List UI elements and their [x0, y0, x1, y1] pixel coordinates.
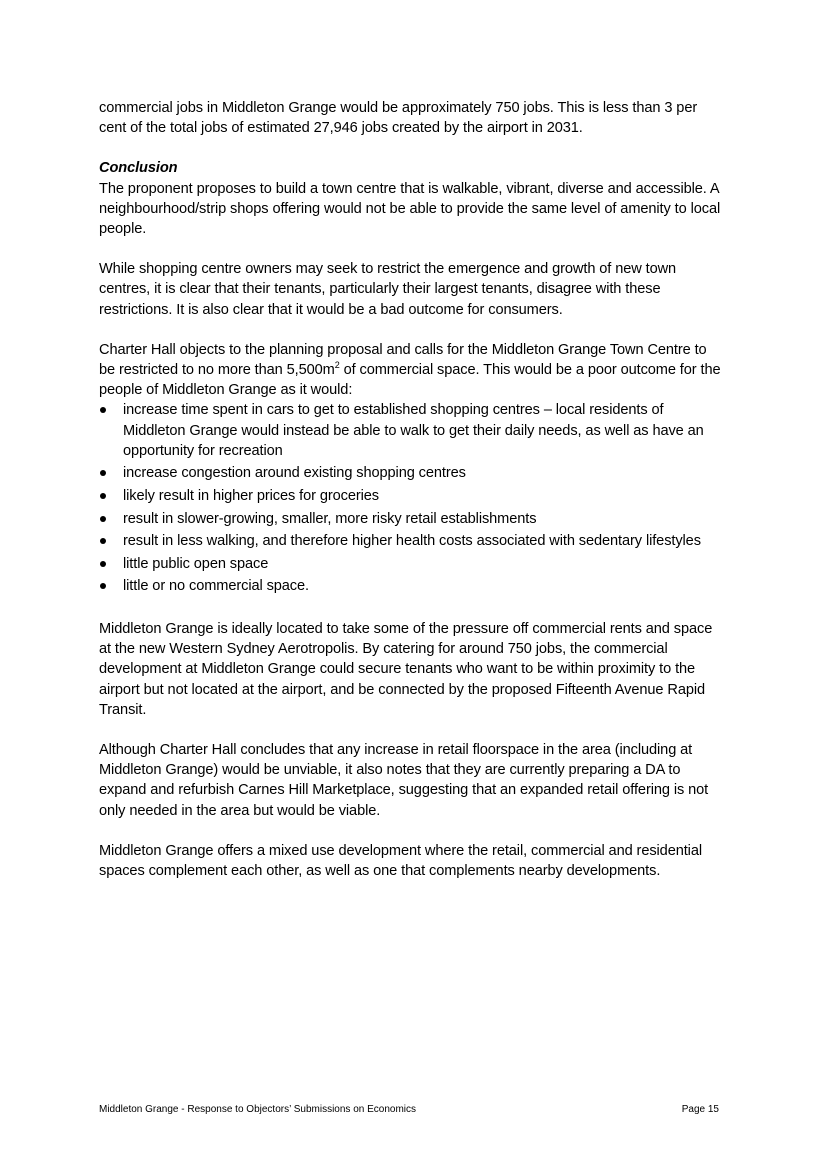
list-item-text: likely result in higher prices for groceries	[123, 488, 379, 505]
conclusion-paragraph-3	[99, 340, 723, 401]
paragraph-gap	[99, 720, 723, 740]
conclusion-heading: Conclusion	[99, 160, 178, 177]
footer-page-number: Page 15	[681, 1104, 719, 1115]
list-item	[99, 463, 723, 483]
paragraph-3-text-b: of commercial space. This would be a poor outcome for the people of Middleton Grange as it would:	[99, 362, 721, 399]
conclusion-paragraph-5: Although Charter Hall concludes that any increase in retail floorspace in the area (including at Middleton Grange) would be unviable, it also notes that they are currently preparing a DA to expand and refurbish Carnes Hill Marketplace, suggesting that an expanded retail offering is not only needed in the area but would be viable.	[99, 742, 709, 819]
page-footer	[99, 1104, 719, 1116]
bullet-icon	[100, 470, 106, 476]
list-item-text: result in less walking, and therefore higher health costs associated with sedentary lifestyles	[123, 533, 701, 550]
list-item-text: increase time spent in cars to get to established shopping centres – local residents of Middleton Grange would instead be able to walk to get their daily needs, as well as have an opportunity for recreation	[123, 402, 704, 459]
list-item	[99, 400, 723, 461]
intro-paragraph: commercial jobs in Middleton Grange would be approximately 750 jobs. This is less than 3 per cent of the total jobs of estimated 27,946 jobs created by the airport in 2031.	[99, 100, 698, 137]
list-item-text: increase congestion around existing shopping centres	[123, 465, 466, 482]
bullet-icon	[100, 561, 106, 567]
list-item	[99, 554, 723, 574]
footer-document-title: Middleton Grange - Response to Objectors’ Submissions on Economics	[99, 1104, 417, 1115]
bullet-icon	[100, 538, 106, 544]
bullet-icon	[100, 583, 106, 589]
paragraph-gap	[99, 599, 723, 619]
bullet-icon	[100, 516, 106, 522]
list-item-text: little or no commercial space.	[123, 578, 309, 595]
conclusion-paragraph-1: The proponent proposes to build a town centre that is walkable, vibrant, diverse and accessible. A neighbourhood/strip shops offering would not be able to provide the same level of amenity to local people.	[99, 180, 721, 238]
list-item-text: little public open space	[123, 555, 269, 572]
conclusion-paragraph-2: While shopping centre owners may seek to restrict the emergence and growth of new town centres, it is clear that their tenants, particularly their largest tenants, disagree with these restrictions. It is also clear that it would be a bad outcome for consumers.	[99, 261, 677, 318]
squared-superscript: 2	[334, 360, 340, 371]
bullet-icon	[100, 493, 106, 499]
bullet-icon	[100, 407, 106, 413]
impact-bullet-list	[99, 400, 723, 596]
paragraph-gap	[99, 138, 723, 158]
list-item	[99, 531, 723, 551]
list-item-text: result in slower-growing, smaller, more risky retail establishments	[123, 510, 537, 527]
paragraph-gap	[99, 239, 723, 259]
list-item	[99, 486, 723, 506]
page-body	[99, 98, 723, 881]
list-item	[99, 509, 723, 529]
conclusion-paragraph-6: Middleton Grange offers a mixed use development where the retail, commercial and residential spaces complement each other, as well as one that complements nearby developments.	[99, 842, 702, 880]
paragraph-gap	[99, 821, 723, 841]
paragraph-gap	[99, 320, 723, 340]
list-item	[99, 576, 723, 596]
conclusion-paragraph-4: Middleton Grange is ideally located to take some of the pressure off commercial rents and space at the new Western Sydney Aerotropolis. By catering for around 750 jobs, the commercial development at Middleton Grange could secure tenants who want to be within proximity to the airport but not located at the airport, and be connected by the proposed Fifteenth Avenue Rapid Transit.	[99, 621, 713, 718]
paragraph-3-text-a: Charter Hall objects to the planning proposal and calls for the Middleton Grange Town Centre to be restricted to no more than 5,500m	[99, 341, 707, 379]
